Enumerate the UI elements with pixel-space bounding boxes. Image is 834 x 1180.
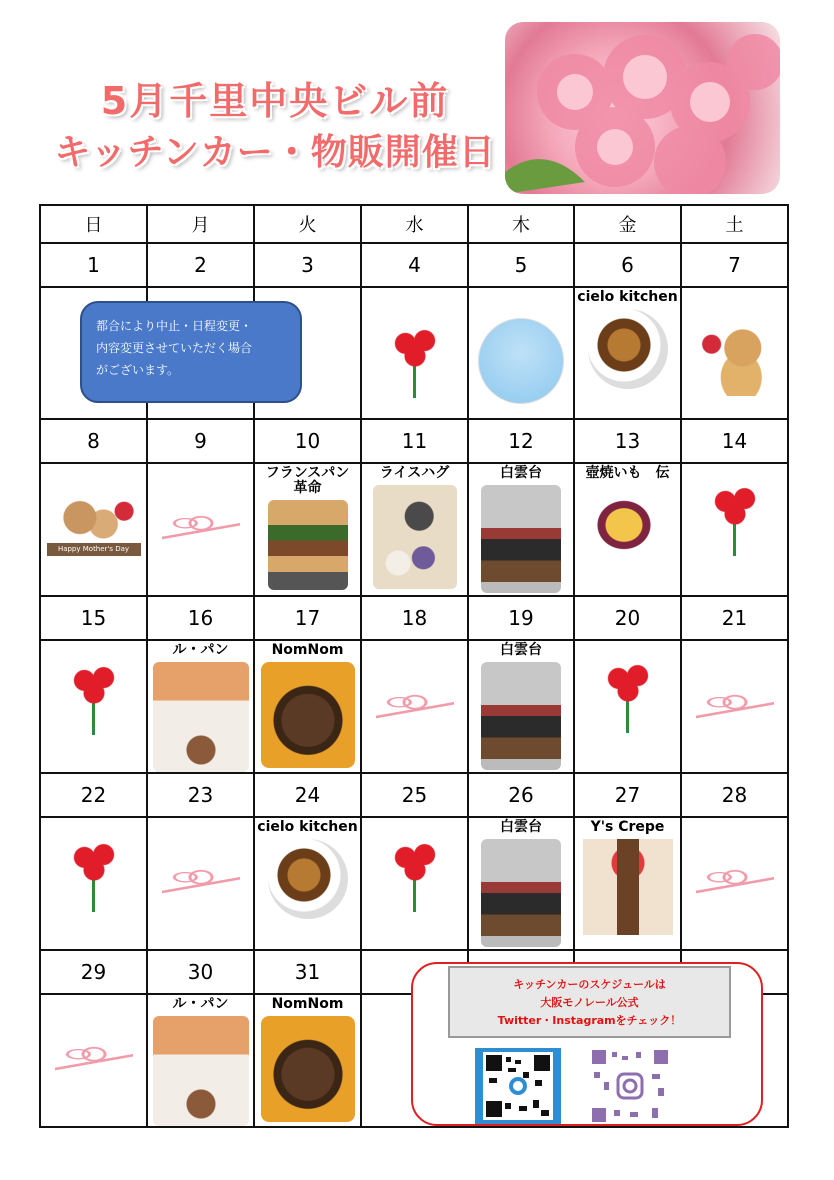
date-number: 26 — [468, 773, 574, 817]
vendor-name: cielo kitchen — [257, 819, 358, 835]
sns-info-box — [448, 966, 731, 1038]
date-number: 12 — [468, 419, 574, 463]
event-row — [40, 640, 788, 773]
vendor-name: NomNom — [271, 642, 344, 658]
date-number: 30 — [147, 950, 254, 994]
mothers-day-label: Happy Mother's Day — [47, 543, 141, 556]
weekday-sat: 土 — [681, 205, 788, 243]
weekday-sun: 日 — [40, 205, 147, 243]
melon-pan-photo — [153, 1016, 249, 1126]
carnation-icon — [70, 842, 118, 912]
weekday-tue: 火 — [254, 205, 361, 243]
date-number: 24 — [254, 773, 361, 817]
katsu-curry-photo — [588, 309, 668, 389]
date-number: 21 — [681, 596, 788, 640]
heart-icon — [55, 1039, 133, 1077]
day-cell — [254, 463, 361, 596]
carnation-icon — [391, 842, 439, 912]
sns-line: キッチンカーのスケジュールは — [513, 978, 666, 991]
weekday-mon: 月 — [147, 205, 254, 243]
date-row — [40, 596, 788, 640]
katsu-curry-photo — [268, 839, 348, 919]
day-cell — [574, 817, 681, 950]
date-number: 11 — [361, 419, 468, 463]
sandwich-photo — [268, 500, 348, 590]
notice-line: がございます。 — [96, 363, 180, 377]
date-number: 5 — [468, 243, 574, 287]
weekday-thu: 木 — [468, 205, 574, 243]
onigiri-photo — [373, 485, 457, 589]
date-number: 28 — [681, 773, 788, 817]
dog-with-flowers-icon — [696, 322, 774, 396]
day-cell — [147, 463, 254, 596]
date-number: 4 — [361, 243, 468, 287]
day-cell — [361, 287, 468, 419]
event-row — [40, 463, 788, 596]
date-row — [40, 243, 788, 287]
date-number: 18 — [361, 596, 468, 640]
vendor-name: ル・パン — [172, 642, 229, 658]
sns-line: 大阪モノレール公式 — [540, 996, 639, 1009]
twitter-qr-code[interactable] — [475, 1048, 561, 1124]
date-number: 15 — [40, 596, 147, 640]
day-cell — [40, 640, 147, 773]
carnation-photo — [505, 22, 780, 194]
date-number: 29 — [40, 950, 147, 994]
day-cell — [254, 640, 361, 773]
carnation-icon — [604, 663, 652, 733]
hamburg-bowl-photo — [261, 662, 355, 768]
date-number: 27 — [574, 773, 681, 817]
day-cell — [147, 994, 254, 1127]
day-cell — [40, 994, 147, 1127]
title-line1: 5月千里中央ビル前 — [100, 79, 450, 123]
day-cell — [468, 463, 574, 596]
day-cell — [468, 640, 574, 773]
date-number: 2 — [147, 243, 254, 287]
date-number: 23 — [147, 773, 254, 817]
weekday-fri: 金 — [574, 205, 681, 243]
crepe-photo — [583, 839, 673, 935]
vendor-name: 白雲台 — [500, 642, 542, 658]
mothers-day-bears-icon — [47, 492, 141, 556]
carnation-icon — [711, 486, 759, 556]
vendor-name: ル・パン — [172, 996, 229, 1012]
date-number: 7 — [681, 243, 788, 287]
vendor-name: ライスハグ — [379, 465, 450, 481]
bento-photo — [481, 662, 561, 770]
carnation-icon — [70, 665, 118, 735]
day-cell — [40, 817, 147, 950]
date-number: 19 — [468, 596, 574, 640]
day-cell — [40, 463, 147, 596]
day-cell — [681, 287, 788, 419]
date-number: 9 — [147, 419, 254, 463]
event-row — [40, 817, 788, 950]
vendor-name: Y's Crepe — [590, 819, 665, 835]
date-number: 31 — [254, 950, 361, 994]
vendor-name: NomNom — [271, 996, 344, 1012]
heart-icon — [162, 508, 240, 546]
date-number: 17 — [254, 596, 361, 640]
vendor-name: 白雲台 — [500, 465, 542, 481]
title-line2: キッチンカー・物販開催日 — [54, 132, 496, 173]
bento-photo — [481, 839, 561, 947]
instagram-qr-code[interactable] — [588, 1048, 674, 1124]
vendor-name: フランスパン 革命 — [265, 465, 350, 496]
heart-icon — [696, 687, 774, 725]
day-cell — [147, 817, 254, 950]
day-cell — [574, 463, 681, 596]
date-number: 25 — [361, 773, 468, 817]
bento-photo — [481, 485, 561, 593]
notice-line: 内容変更させていただく場合 — [96, 341, 253, 355]
date-number: 1 — [40, 243, 147, 287]
heart-icon — [162, 862, 240, 900]
notice-line: 都合により中止・日程変更・ — [96, 319, 253, 333]
day-cell — [147, 640, 254, 773]
date-number: 10 — [254, 419, 361, 463]
date-number: 16 — [147, 596, 254, 640]
notice-box — [80, 301, 302, 403]
day-cell — [468, 287, 574, 419]
heart-icon — [696, 862, 774, 900]
day-cell — [468, 817, 574, 950]
day-cell — [361, 463, 468, 596]
date-number: 20 — [574, 596, 681, 640]
sns-line: Twitter・Instagramをチェック！ — [497, 1014, 682, 1027]
sweet-potato-photo — [588, 485, 668, 565]
date-number: 14 — [681, 419, 788, 463]
vendor-name: cielo kitchen — [577, 289, 678, 305]
date-row — [40, 419, 788, 463]
day-cell — [681, 817, 788, 950]
date-number: 13 — [574, 419, 681, 463]
weekday-wed: 水 — [361, 205, 468, 243]
day-cell — [254, 817, 361, 950]
day-cell — [361, 817, 468, 950]
day-cell — [574, 287, 681, 419]
day-cell — [361, 640, 468, 773]
date-number: 22 — [40, 773, 147, 817]
day-cell — [254, 994, 361, 1127]
vendor-name: 壺焼いも 伝 — [585, 465, 670, 481]
day-cell — [681, 640, 788, 773]
vendor-name: 白雲台 — [500, 819, 542, 835]
date-number: 8 — [40, 419, 147, 463]
day-cell — [574, 640, 681, 773]
date-row — [40, 773, 788, 817]
carnation-icon — [391, 328, 439, 398]
day-cell — [681, 463, 788, 596]
heart-icon — [376, 687, 454, 725]
date-number: 3 — [254, 243, 361, 287]
date-number: 6 — [574, 243, 681, 287]
melon-pan-photo — [153, 662, 249, 772]
hamburg-bowl-photo — [261, 1016, 355, 1122]
weekday-header-row — [40, 205, 788, 243]
koinobori-icon — [478, 318, 564, 404]
